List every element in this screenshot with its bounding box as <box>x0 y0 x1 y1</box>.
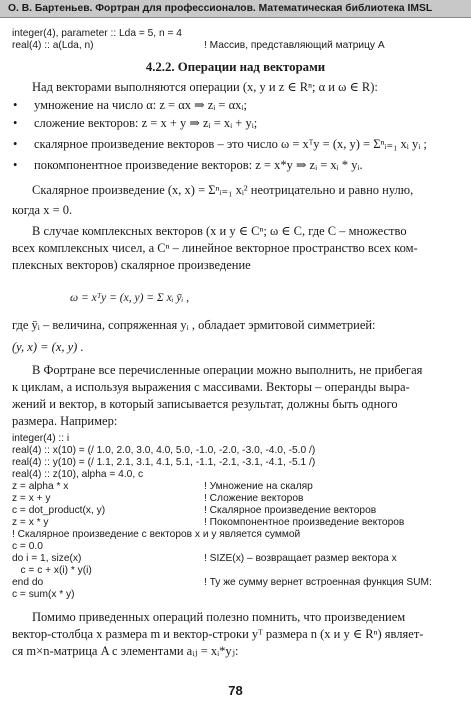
bullet-icon: • <box>13 98 18 112</box>
code-comment: ! Умножение на скаляр <box>204 481 313 492</box>
paragraph-scalar: Скалярное произведение (x, x) = Σⁿᵢ₌₁ xᵢ² неотрицательно и равно нулю, <box>32 183 414 197</box>
paragraph-final: ся m×n-матрица A с элементами aᵢⱼ = xᵢ*yⱼ: <box>12 644 239 658</box>
paragraph-fortran: жений и вектор, в который записывается результат, должны быть одного <box>12 397 398 411</box>
section-title: 4.2.2. Операции над векторами <box>145 60 326 74</box>
code-line: c = 0.0 <box>12 541 43 552</box>
paragraph-intro: Над векторами выполняются операции (x, y и z ∈ Rⁿ; α и ω ∈ R): <box>32 80 378 94</box>
code-line: c = c + x(i) * y(i) <box>12 565 92 576</box>
code-line: c = dot_product(x, y) <box>12 505 106 516</box>
bullet-item: сложение векторов: z = x + y ⇒ zᵢ = xᵢ + yᵢ; <box>34 116 258 130</box>
paragraph-complex: плексных векторов) скалярное произведение <box>12 258 251 272</box>
code-comment: ! Сложение векторов <box>204 493 304 504</box>
code-line: real(4) :: a(Lda, n) <box>12 40 94 51</box>
code-line: integer(4) :: i <box>12 433 70 444</box>
paragraph-complex: всех комплексных чисел, а Cⁿ – линейное векторное пространство всех ком- <box>12 241 418 255</box>
code-comment: ! Скалярное произведение векторов <box>204 505 377 516</box>
paragraph-final: Помимо приведенных операций полезно помнить, что произведением <box>32 610 406 624</box>
code-line: ! Скалярное произведение с векторов x и y является суммой <box>12 529 301 540</box>
running-header: О. В. Бартеньев. Фортран для профессионалов. Математическая библиотека IMSL <box>0 0 471 18</box>
bullet-icon: • <box>13 116 18 130</box>
code-line: z = x * y <box>12 517 49 528</box>
code-line: integer(4), parameter :: Lda = 5, n = 4 <box>12 28 182 39</box>
paragraph-complex: В случае комплексных векторов (x и y ∈ Cⁿ; ω ∈ C, где C – множество <box>32 224 407 238</box>
complex-formula: ω = xᵀy = (x, y) = Σ xᵢ ȳᵢ , <box>70 292 190 304</box>
code-line: real(4) :: z(10), alpha = 4.0, c <box>12 469 144 480</box>
code-line: c = sum(x * y) <box>12 589 75 600</box>
code-comment: ! Покомпонентное произведение векторов <box>204 517 405 528</box>
page-number: 78 <box>228 683 243 698</box>
bullet-item: умножение на число α: z = αx ⇒ zᵢ = αxᵢ; <box>34 98 247 112</box>
bullet-item: покомпонентное произведение векторов: z = x*y ⇒ zᵢ = xᵢ * yᵢ. <box>34 158 363 172</box>
code-line: z = x + y <box>12 493 51 504</box>
code-line: real(4) :: y(10) = (/ 1.1, 2.1, 3.1, 4.1, 5.1, -1.1, -2.1, -3.1, -4.1, -5.1 /) <box>12 457 316 468</box>
bullet-icon: • <box>13 158 18 172</box>
code-comment: ! Ту же сумму вернет встроенная функция SUM: <box>204 577 432 588</box>
paragraph-scalar-cont: когда x = 0. <box>12 203 73 217</box>
bullet-icon: • <box>13 137 18 151</box>
paragraph-conjugate: где ȳᵢ – величина, сопряженная yᵢ , обладает эрмитовой симметрией: <box>12 318 376 332</box>
paragraph-fortran: размера. Например: <box>12 414 118 428</box>
bullet-item: скалярное произведение векторов – это число ω = xᵀy = (x, y) = Σⁿᵢ₌₁ xᵢ yᵢ ; <box>34 137 427 151</box>
code-line: do i = 1, size(x) <box>12 553 82 564</box>
paragraph-fortran: к циклам, а используя выражения с массивами. Векторы – операнды выра- <box>12 380 410 394</box>
code-line: real(4) :: x(10) = (/ 1.0, 2.0, 3.0, 4.0, 5.0, -1.0, -2.0, -3.0, -4.0, -5.0 /) <box>12 445 316 456</box>
hermitian-formula: (y, x) = (x, y) . <box>12 340 84 354</box>
paragraph-final: вектор-столбца x размера m и вектор-строки yᵀ размера n (x и y ∈ Rⁿ) являет- <box>12 627 424 641</box>
code-line: end do <box>12 577 44 588</box>
code-line: z = alpha * x <box>12 481 69 492</box>
code-comment: ! SIZE(x) – возвращает размер вектора x <box>204 553 397 564</box>
paragraph-fortran: В Фортране все перечисленные операции можно выполнить, не прибегая <box>32 363 423 377</box>
code-comment: ! Массив, представляющий матрицу A <box>204 40 385 51</box>
